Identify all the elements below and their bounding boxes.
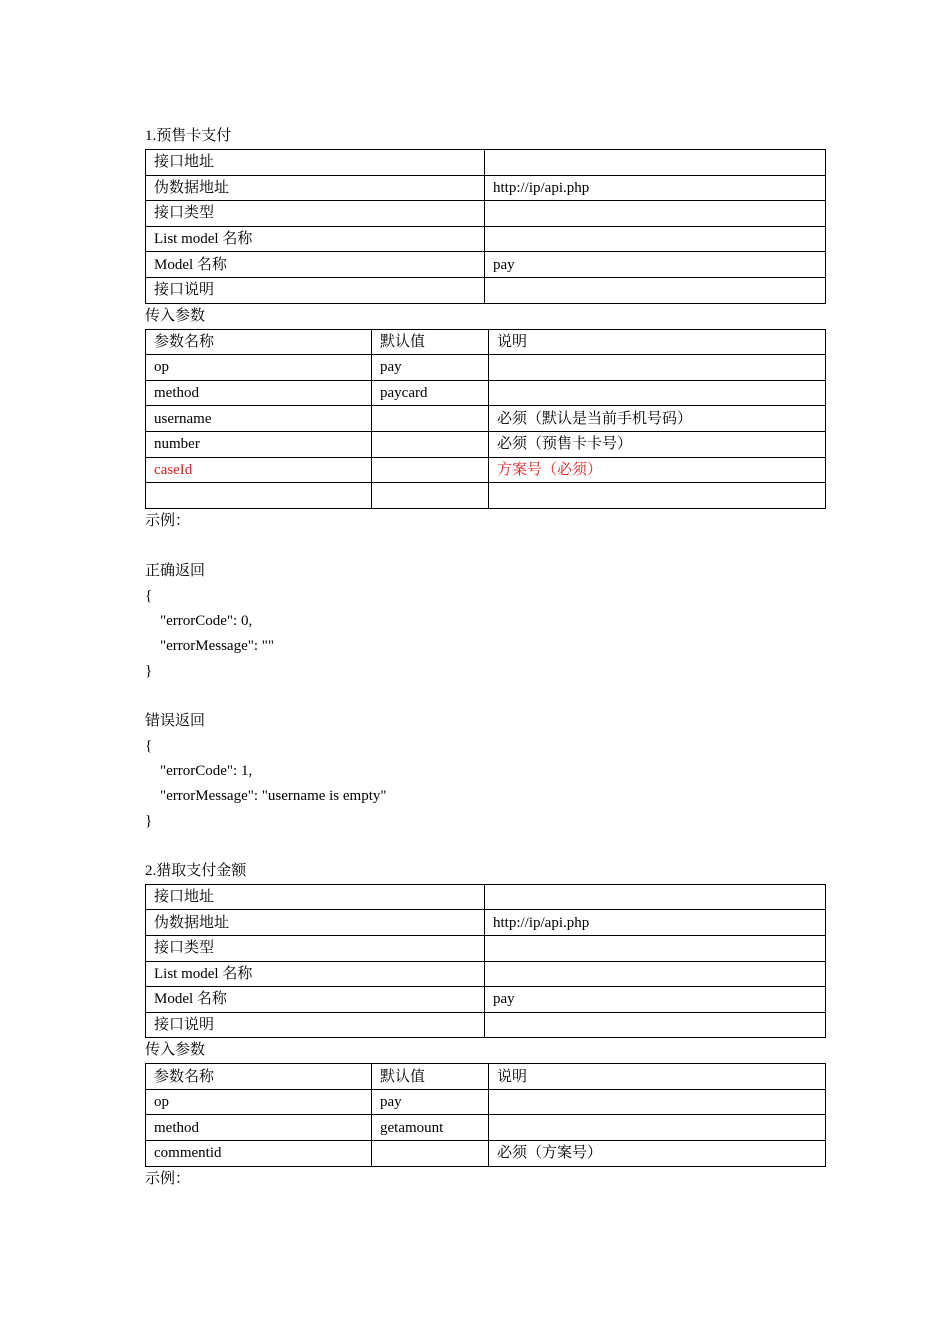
code-line: "errorCode": 1, <box>160 762 253 779</box>
param-name: caseId <box>146 457 372 483</box>
info-value <box>485 935 826 961</box>
info-label: 接口地址 <box>146 150 485 176</box>
info-value <box>485 884 826 910</box>
table-row <box>146 380 826 406</box>
info-label: 伪数据地址 <box>146 175 485 201</box>
spacer <box>145 534 825 559</box>
section-2-title: 2.猎取支付金额 <box>145 862 247 879</box>
table-row <box>146 1115 826 1141</box>
header-param-name: 参数名称 <box>146 1064 372 1090</box>
table-row <box>146 1089 826 1115</box>
table-header-row <box>146 329 826 355</box>
table-row <box>146 201 826 227</box>
table-row <box>146 987 826 1013</box>
param-name: op <box>146 355 372 381</box>
param-default <box>372 431 489 457</box>
table-row <box>146 355 826 381</box>
section-2-info-table <box>145 884 826 1039</box>
param-default <box>372 1141 489 1167</box>
info-label: 伪数据地址 <box>146 910 485 936</box>
example-label: 示例： <box>145 512 191 529</box>
param-name: op <box>146 1089 372 1115</box>
param-description: 必须（预售卡卡号） <box>489 431 826 457</box>
param-default: pay <box>372 1089 489 1115</box>
section-1-info-table <box>145 149 826 304</box>
section-1-params-table <box>145 329 826 509</box>
section-1-title: 1.预售卡支付 <box>145 128 232 144</box>
code-line: "errorMessage": "" <box>160 637 275 654</box>
param-default: pay <box>372 355 489 381</box>
param-name <box>146 483 372 509</box>
info-label: 接口类型 <box>146 935 485 961</box>
info-label: 接口类型 <box>146 201 485 227</box>
info-value <box>485 1012 826 1038</box>
code-line: { <box>145 737 153 754</box>
info-value <box>485 226 826 252</box>
table-row <box>146 226 826 252</box>
param-description <box>489 1115 826 1141</box>
info-value: http://ip/api.php <box>485 175 826 201</box>
table-row <box>146 252 826 278</box>
info-label: Model 名称 <box>146 252 485 278</box>
info-value <box>485 277 826 303</box>
header-default: 默认值 <box>372 329 489 355</box>
info-label: Model 名称 <box>146 987 485 1013</box>
params-heading: 传入参数 <box>145 1042 206 1059</box>
param-name: method <box>146 380 372 406</box>
param-default: paycard <box>372 380 489 406</box>
info-value <box>485 150 826 176</box>
table-row <box>146 175 826 201</box>
table-row-highlighted <box>146 457 826 483</box>
info-value: http://ip/api.php <box>485 910 826 936</box>
table-row <box>146 961 826 987</box>
param-description: 必须（方案号） <box>489 1141 826 1167</box>
code-line: } <box>145 812 153 829</box>
code-line: "errorCode": 0, <box>160 612 253 629</box>
spacer <box>145 834 825 859</box>
header-param-name: 参数名称 <box>146 329 372 355</box>
table-row <box>146 935 826 961</box>
document-page <box>145 124 825 1192</box>
param-name: commentid <box>146 1141 372 1167</box>
info-label: List model 名称 <box>146 226 485 252</box>
info-label: List model 名称 <box>146 961 485 987</box>
header-default: 默认值 <box>372 1064 489 1090</box>
param-description <box>489 380 826 406</box>
table-row <box>146 1141 826 1167</box>
param-description: 方案号（必须） <box>489 457 826 483</box>
info-value <box>485 961 826 987</box>
param-default <box>372 457 489 483</box>
info-value: pay <box>485 987 826 1013</box>
param-description: 必须（默认是当前手机号码） <box>489 406 826 432</box>
table-row <box>146 884 826 910</box>
code-line: } <box>145 662 153 679</box>
spacer <box>145 684 825 709</box>
example-label: 示例： <box>145 1170 191 1187</box>
info-label: 接口说明 <box>146 1012 485 1038</box>
table-row <box>146 150 826 176</box>
param-default <box>372 406 489 432</box>
table-row <box>146 277 826 303</box>
section-2-params-table <box>145 1063 826 1166</box>
param-name: method <box>146 1115 372 1141</box>
table-row <box>146 1012 826 1038</box>
info-value <box>485 201 826 227</box>
table-row <box>146 483 826 509</box>
param-default <box>372 483 489 509</box>
header-description: 说明 <box>489 1064 826 1090</box>
info-label: 接口地址 <box>146 884 485 910</box>
info-label: 接口说明 <box>146 277 485 303</box>
code-line: "errorMessage": "username is empty" <box>160 787 387 804</box>
param-name: username <box>146 406 372 432</box>
success-return-label: 正确返回 <box>145 562 206 579</box>
header-description: 说明 <box>489 329 826 355</box>
param-default: getamount <box>372 1115 489 1141</box>
table-row <box>146 431 826 457</box>
params-heading: 传入参数 <box>145 307 206 324</box>
param-description <box>489 355 826 381</box>
code-line: { <box>145 587 153 604</box>
table-row <box>146 406 826 432</box>
table-row <box>146 910 826 936</box>
param-description <box>489 1089 826 1115</box>
info-value: pay <box>485 252 826 278</box>
table-header-row <box>146 1064 826 1090</box>
param-description <box>489 483 826 509</box>
param-name: number <box>146 431 372 457</box>
error-return-label: 错误返回 <box>145 712 206 729</box>
